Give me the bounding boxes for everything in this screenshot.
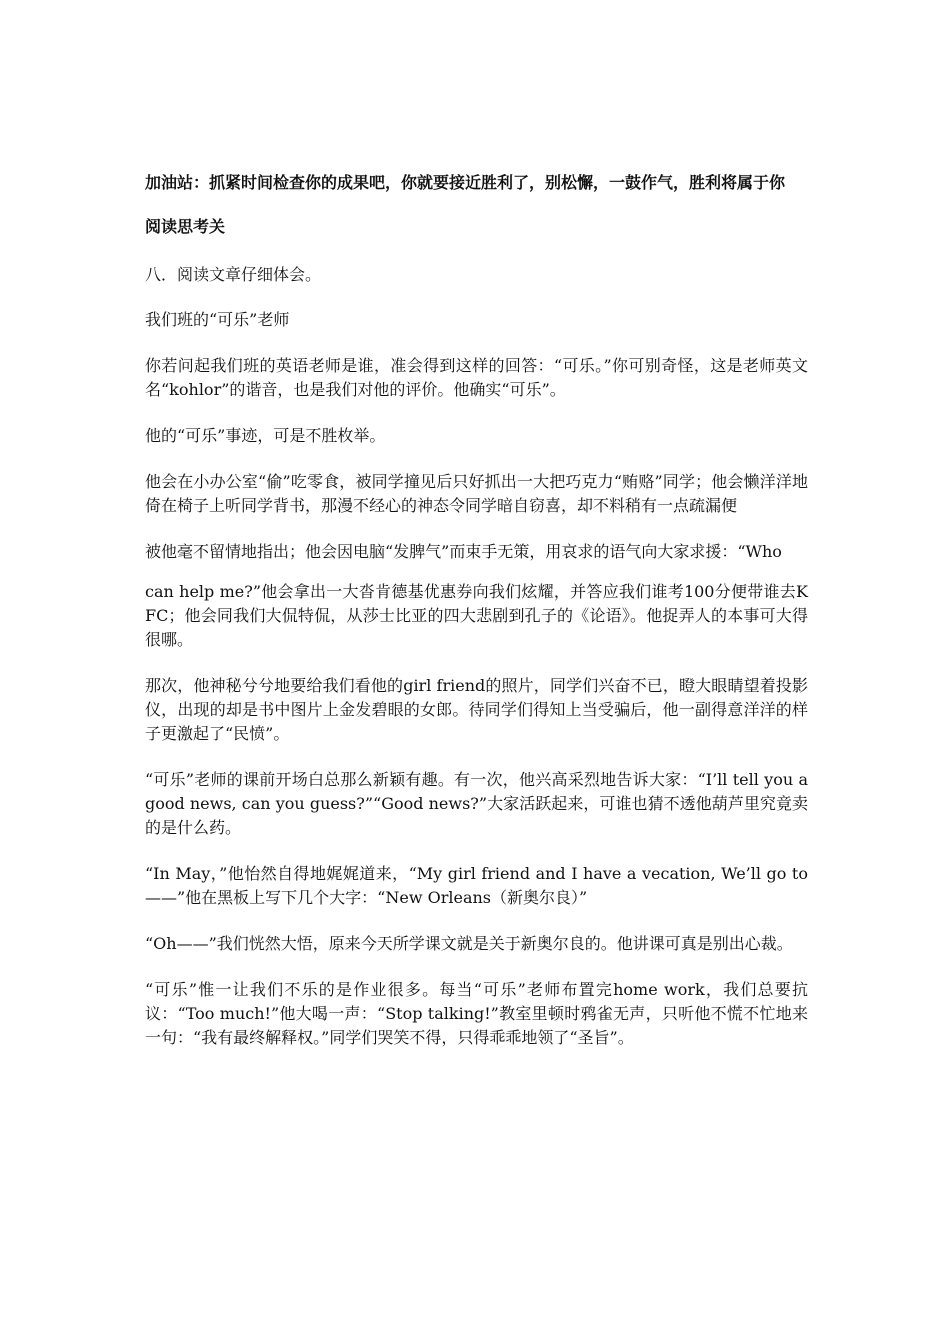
paragraph: 他会在小办公室“偷”吃零食，被同学撞见后只好抓出一大把巧克力“贿赂”同学；他会懒洋洋地倚在椅子上听同学背书，那漫不经心的神态令同学暗自窃喜，却不料稍有一点疏漏便 bbox=[145, 472, 808, 515]
paragraph: 那次，他神秘兮兮地要给我们看他的girl friend的照片，同学们兴奋不已，瞪大眼睛望着投影仪，出现的却是书中图片上金发碧眼的女郎。待同学们得知上当受骗后，他一副得意洋洋的样子更激起了“民愤”。 bbox=[145, 676, 808, 743]
question-label: 八．阅读文章仔细体会。 bbox=[145, 265, 322, 284]
header-note: 加油站：抓紧时间检查你的成果吧，你就要接近胜利了，别松懈，一鼓作气，胜利将属于你 bbox=[145, 173, 786, 192]
article-title: 我们班的“可乐”老师 bbox=[145, 310, 290, 329]
paragraph: “可乐”老师的课前开场白总那么新颖有趣。有一次，他兴高采烈地告诉大家：“I’ll tell you a good news, can you guess?”“Good news?”大家活跃起来，可谁也猜不透他葫芦里究竟卖的是什么药。 bbox=[145, 770, 808, 837]
paragraph: “In May，”他怡然自得地娓娓道来，“My girl friend and I have a vecation, We’ll go to ——”他在黑板上写下几个大字：“New Orleans（新奥尔良）” bbox=[145, 864, 808, 907]
section-title: 阅读思考关 bbox=[145, 217, 226, 236]
paragraph: 他的“可乐”事迹，可是不胜枚举。 bbox=[145, 426, 386, 445]
paragraph: “可乐”惟一让我们不乐的是作业很多。每当“可乐”老师布置完home work，我们总要抗议：“Too much!”他大喝一声：“Stop talking!”教室里顿时鸦雀无声，只听他不慌不忙地来一句：“我有最终解释权。”同学们哭笑不得，只得乖乖地领了“圣旨”。 bbox=[145, 980, 808, 1047]
paragraph: “Oh——”我们恍然大悟，原来今天所学课文就是关于新奥尔良的。他讲课可真是别出心裁。 bbox=[145, 934, 793, 953]
paragraph: 你若问起我们班的英语老师是谁，准会得到这样的回答：“可乐。”你可别奇怪，这是老师英文名“kohlor”的谐音，也是我们对他的评价。他确实“可乐”。 bbox=[145, 356, 808, 399]
paragraph: can help me?”他会拿出一大沓肯德基优惠券向我们炫耀，并答应我们谁考100分便带谁去KFC；他会同我们大侃特侃，从莎士比亚的四大悲剧到孔子的《论语》。他捉弄人的本事可大得很哪。 bbox=[145, 582, 808, 649]
document-page bbox=[145, 171, 808, 1072]
paragraph: 被他毫不留情地指出；他会因电脑“发脾气”而束手无策，用哀求的语气向大家求援：“Who bbox=[145, 542, 782, 561]
